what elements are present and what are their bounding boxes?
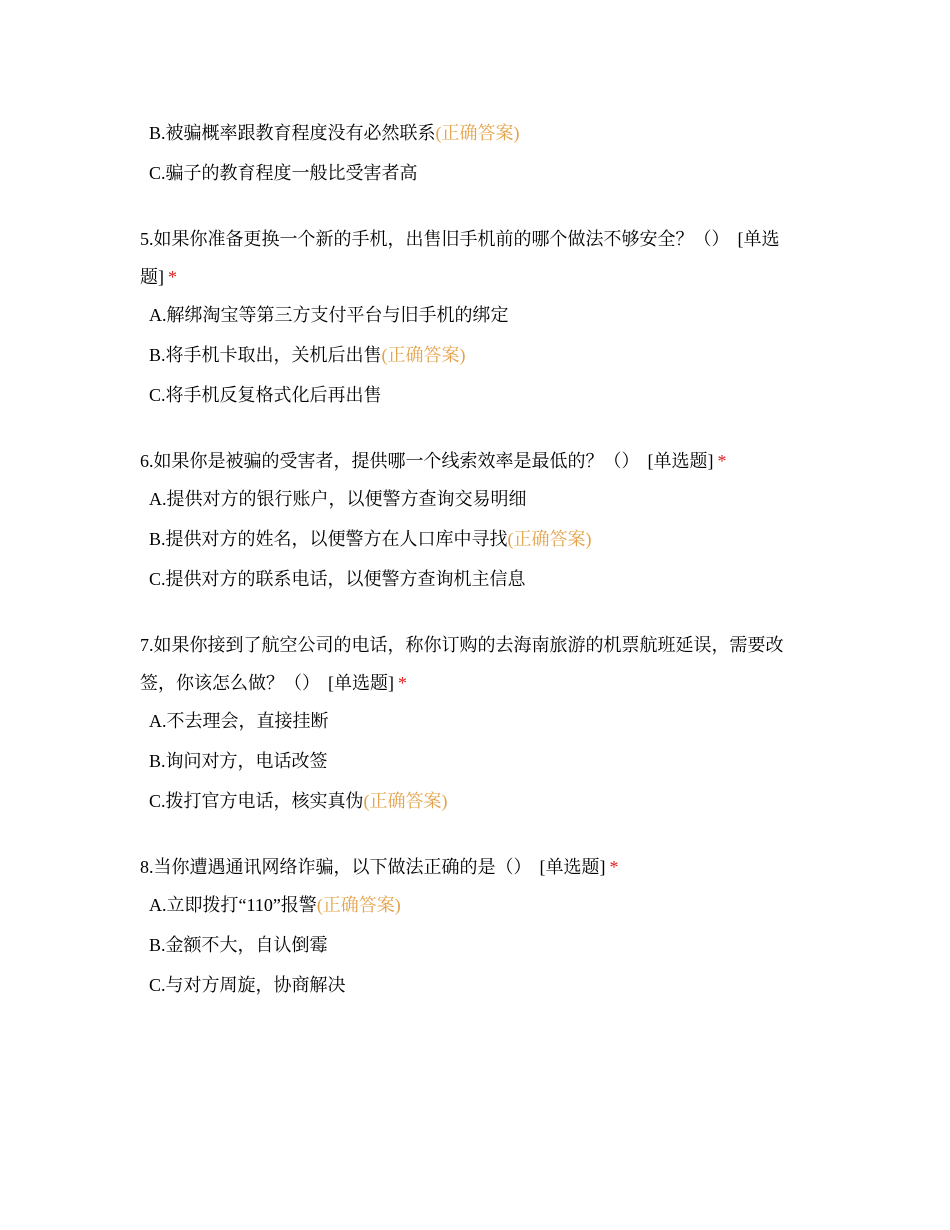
option-text: C.骗子的教育程度一般比受害者高 (149, 163, 418, 183)
question-text: 7.如果你接到了航空公司的电话，称你订购的去海南旅游的机票航班延误，需要改签，你该怎么做？（） (140, 635, 784, 693)
correct-answer-mark: (正确答案) (316, 895, 401, 915)
option-text: C.将手机反复格式化后再出售 (149, 385, 382, 405)
question-text: 8.当你遭遇通讯网络诈骗，以下做法正确的是（） (140, 857, 532, 877)
option-text: C.提供对方的联系电话，以便警方查询机主信息 (149, 569, 526, 589)
option-8b (140, 932, 820, 972)
option-7c (140, 788, 820, 828)
question-5-title (140, 220, 812, 296)
correct-answer-mark: (正确答案) (507, 529, 592, 549)
option-5b (140, 342, 820, 382)
option-text: B.被骗概率跟教育程度没有必然联系 (149, 123, 436, 143)
correct-answer-mark: (正确答案) (381, 345, 466, 365)
required-mark: * (168, 267, 177, 287)
option-6b (140, 526, 820, 566)
option-4b (140, 120, 820, 160)
option-text: C.拨打官方电话，核实真伪 (149, 791, 364, 811)
required-mark: * (398, 673, 407, 693)
option-text: B.将手机卡取出，关机后出售 (149, 345, 382, 365)
option-text: B.提供对方的姓名，以便警方在人口库中寻找 (149, 529, 508, 549)
option-7b (140, 748, 820, 788)
question-type: [单选题] (328, 673, 394, 693)
option-6a (140, 486, 820, 526)
option-6c (140, 566, 820, 606)
correct-answer-mark: (正确答案) (363, 791, 448, 811)
option-7a (140, 708, 820, 748)
question-text: 6.如果你是被骗的受害者，提供哪一个线索效率是最低的？（） (140, 451, 640, 471)
required-mark: * (609, 857, 619, 877)
option-4c (140, 160, 820, 200)
option-text: B.金额不大，自认倒霉 (149, 935, 328, 955)
question-type: [单选题] (647, 451, 714, 471)
question-text: 5.如果你准备更换一个新的手机，出售旧手机前的哪个做法不够安全？（） (140, 229, 730, 249)
survey-page (140, 120, 820, 1012)
question-7-title (140, 626, 812, 702)
option-5a (140, 302, 820, 342)
correct-answer-mark: (正确答案) (435, 123, 520, 143)
option-text: A.解绑淘宝等第三方支付平台与旧手机的绑定 (149, 305, 509, 325)
option-5c (140, 382, 820, 422)
option-text: A.不去理会，直接挂断 (149, 711, 329, 731)
option-text: C.与对方周旋，协商解决 (149, 975, 346, 995)
option-text: A.提供对方的银行账户，以便警方查询交易明细 (149, 489, 527, 509)
question-4-options (140, 120, 820, 200)
question-type: [单选题] (539, 857, 606, 877)
option-text: B.询问对方，电话改签 (149, 751, 328, 771)
required-mark: * (717, 451, 727, 471)
question-6-title (140, 442, 812, 480)
question-8-title (140, 848, 812, 886)
option-text: A.立即拨打“110”报警 (149, 895, 317, 915)
question-type: [单选题] (140, 229, 780, 287)
option-8a (140, 892, 820, 932)
option-8c (140, 972, 820, 1012)
